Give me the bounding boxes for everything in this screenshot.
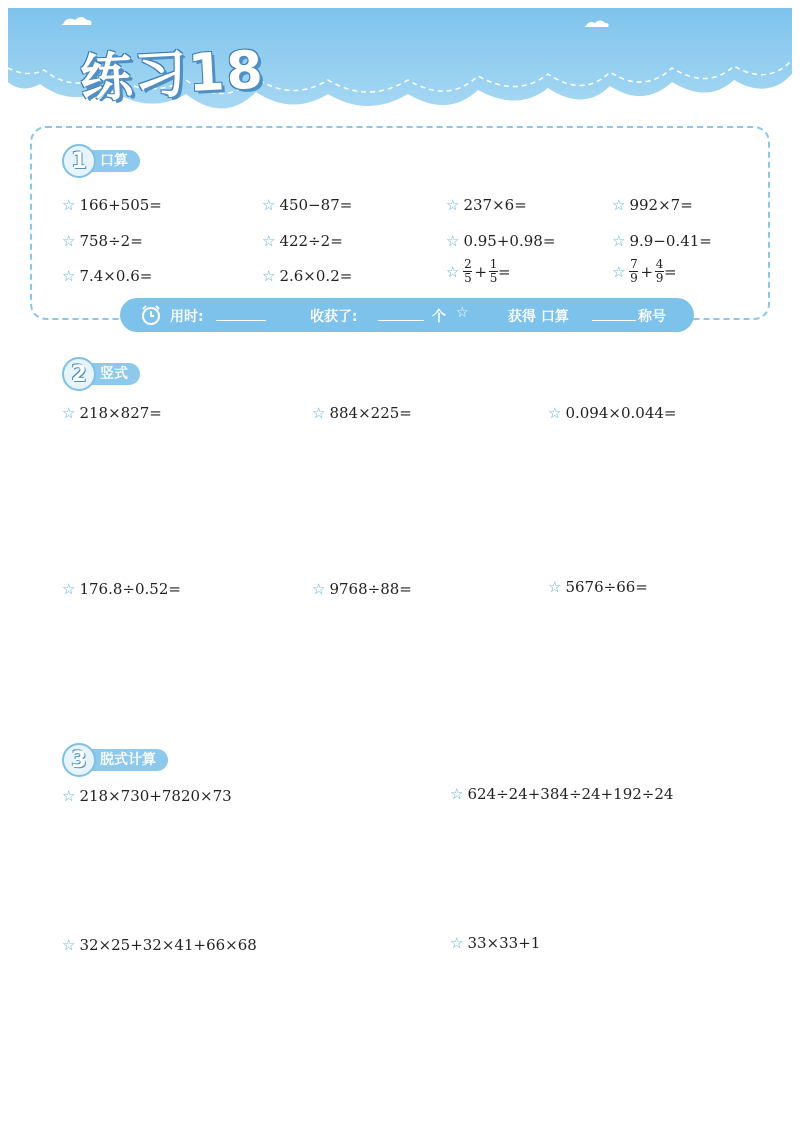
section-2-label (62, 361, 140, 387)
stepwise-problem: ☆ 218×730+7820×73 (62, 787, 232, 805)
section-3-number: 3 (62, 743, 96, 777)
section-3-label (62, 747, 168, 773)
vertical-problem: ☆ 5676÷66= (548, 578, 648, 596)
stepwise-problem: ☆ 33×33+1 (450, 934, 541, 952)
stepwise-problem: ☆ 32×25+32×41+66×68 (62, 936, 257, 954)
star-icon: ☆ (312, 404, 326, 422)
star-icon: ☆ (62, 580, 76, 598)
title-blank[interactable] (592, 306, 636, 321)
title-suffix-label: 称号 (638, 309, 666, 325)
fraction: $\frac{4}{9}$ (655, 257, 664, 285)
fraction-problem: ☆ $\frac{7}{9}$ + $\frac{4}{9}$ = (612, 257, 677, 285)
vertical-problem: ☆ 9768÷88= (312, 580, 412, 598)
star-icon: ☆ (62, 267, 76, 285)
section-3-title: 脱式计算 (82, 749, 168, 771)
oral-problem: ☆ 237×6= (446, 196, 527, 214)
star-icon: ☆ (312, 580, 326, 598)
star-icon: ☆ (62, 936, 76, 954)
earn-label: 获得 口算 (508, 309, 569, 325)
status-bar (120, 298, 694, 332)
alarm-clock-icon (140, 304, 162, 326)
vertical-problem: ☆ 0.094×0.044= (548, 404, 677, 422)
stepwise-problem: ☆ 624÷24+384÷24+192÷24 (450, 785, 674, 803)
star-icon: ☆ (456, 305, 469, 321)
star-icon: ☆ (62, 404, 76, 422)
unit-label: 个 (432, 309, 446, 325)
star-icon: ☆ (262, 232, 276, 250)
fraction: $\frac{2}{5}$ (464, 257, 472, 285)
section-1-label (62, 148, 140, 174)
oral-problem: ☆ 2.6×0.2= (262, 267, 353, 285)
fraction-problem: ☆ $\frac{2}{5}$ + $\frac{1}{5}$ = (446, 257, 511, 285)
star-icon: ☆ (450, 785, 464, 803)
star-icon: ☆ (62, 787, 76, 805)
star-icon: ☆ (612, 196, 626, 214)
section-1-number: 1 (62, 144, 96, 178)
star-icon: ☆ (446, 196, 460, 214)
star-icon: ☆ (262, 196, 276, 214)
star-icon: ☆ (446, 232, 460, 250)
section-2-number: 2 (62, 357, 96, 391)
vertical-problem: ☆ 176.8÷0.52= (62, 580, 181, 598)
harvest-label: 收获了: (310, 309, 358, 325)
star-icon: ☆ (612, 232, 626, 250)
star-icon: ☆ (62, 196, 76, 214)
section-2-title: 竖式 (82, 363, 140, 385)
star-icon: ☆ (450, 934, 464, 952)
fraction: $\frac{1}{5}$ (489, 257, 498, 285)
star-icon: ☆ (548, 404, 562, 422)
star-icon: ☆ (548, 578, 562, 596)
oral-problem: ☆ 7.4×0.6= (62, 267, 153, 285)
oral-problem: ☆ 422÷2= (262, 232, 343, 250)
page-title: 练习18 (78, 40, 267, 110)
star-icon: ☆ (262, 267, 276, 285)
vertical-problem: ☆ 218×827= (62, 404, 162, 422)
star-icon: ☆ (446, 262, 460, 281)
oral-problem: ☆ 166+505= (62, 196, 162, 214)
section-1-box (30, 126, 770, 320)
oral-problem: ☆ 0.95+0.98= (446, 232, 556, 250)
oral-problem: ☆ 758÷2= (62, 232, 143, 250)
harvest-blank[interactable] (378, 306, 424, 321)
star-icon: ☆ (62, 232, 76, 250)
time-blank[interactable] (216, 306, 266, 321)
oral-problem: ☆ 992×7= (612, 196, 693, 214)
oral-problem: ☆ 450−87= (262, 196, 353, 214)
star-icon: ☆ (612, 262, 626, 281)
section-1-title: 口算 (82, 150, 140, 172)
vertical-problem: ☆ 884×225= (312, 404, 412, 422)
time-label: 用时: (170, 309, 204, 325)
oral-problem: ☆ 9.9−0.41= (612, 232, 712, 250)
fraction: $\frac{7}{9}$ (630, 257, 638, 285)
